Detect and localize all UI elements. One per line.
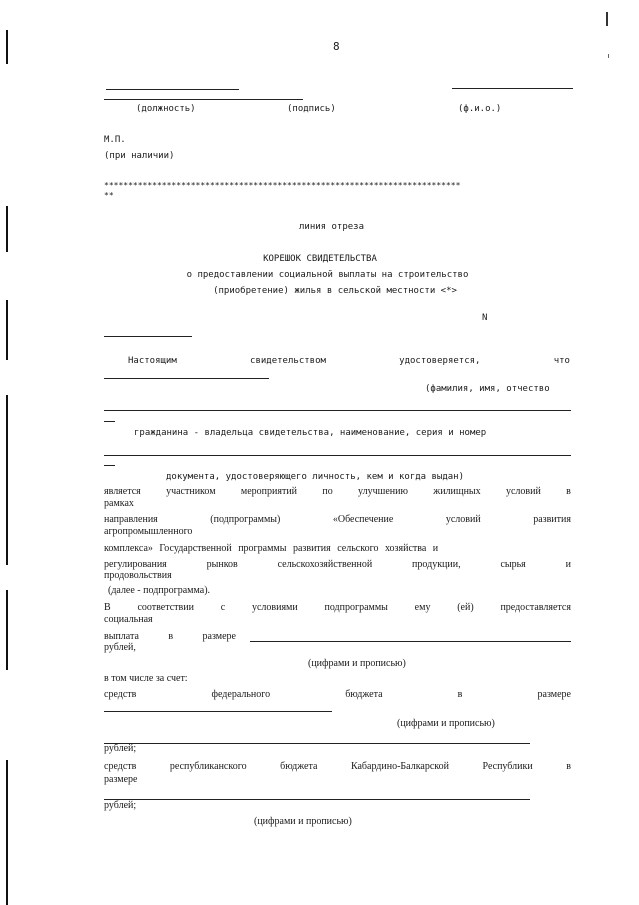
cut-line-label: линия отреза — [299, 222, 365, 232]
word: направления — [104, 514, 158, 525]
word: средств — [104, 761, 137, 772]
word: в — [566, 761, 571, 772]
word: улучшению — [358, 486, 408, 497]
word: в — [566, 486, 571, 497]
star-separator: ************************************************************************** — [104, 181, 461, 190]
certify-word: свидетельством — [250, 356, 326, 366]
word: участником — [166, 486, 216, 497]
word: Кабардино-Балкарской — [350, 761, 449, 772]
word: бюджета — [345, 689, 383, 700]
word: выплата — [104, 631, 139, 642]
amount-line — [104, 711, 332, 712]
binder-mark — [6, 206, 8, 252]
paragraph-line: рамках — [104, 498, 134, 509]
in-words-caption: (цифрами и прописью) — [254, 816, 352, 827]
paragraph-line — [104, 602, 571, 613]
word: подпрограммы — [324, 602, 388, 613]
fill-line — [104, 455, 571, 456]
position-caption: (должность) — [136, 104, 196, 114]
amount-line — [104, 743, 530, 744]
edge-speck — [606, 12, 608, 26]
payment-line — [104, 631, 236, 642]
republic-line — [104, 761, 571, 772]
paragraph-line: (далее - подпрограмма). — [108, 585, 211, 596]
binder-mark — [6, 760, 8, 905]
rubles-word: рублей; — [104, 743, 137, 754]
word: условий — [445, 514, 481, 525]
word: условий — [505, 486, 541, 497]
federal-line — [104, 689, 571, 700]
word: республиканского — [169, 761, 247, 772]
heading-line-3: (приобретение) жилья в сельской местности <*> — [213, 286, 457, 296]
word: ему — [414, 602, 431, 613]
word: В — [104, 602, 111, 613]
word: в — [457, 689, 463, 700]
word: сырья — [500, 559, 526, 570]
number-line — [104, 336, 192, 337]
fill-line-stub — [104, 421, 115, 422]
word: (ей) — [457, 602, 474, 613]
word: условиями — [251, 602, 298, 613]
word: и — [565, 559, 571, 570]
word: жилищных — [433, 486, 481, 497]
word: развития — [533, 514, 571, 525]
word: мероприятий — [240, 486, 298, 497]
amount-line — [104, 799, 530, 800]
edge-speck — [608, 54, 609, 58]
word: с — [220, 602, 226, 613]
binder-mark — [6, 300, 8, 360]
fio-caption: (фамилия, имя, отчество — [425, 384, 550, 394]
certify-line — [128, 356, 570, 366]
paragraph-line: комплекса» Государственной программы развития сельского хозяйства и — [104, 543, 439, 554]
fill-line — [104, 410, 571, 411]
fill-line-stub — [104, 465, 115, 466]
word: соответствии — [137, 602, 194, 613]
paragraph-line — [104, 514, 571, 525]
word: по — [322, 486, 333, 497]
word: сельскохозяйственной — [277, 559, 373, 570]
page-number: 8 — [333, 40, 340, 53]
sign-caption: (подпись) — [287, 104, 336, 114]
binder-mark — [6, 395, 8, 565]
paragraph-line: размере — [104, 774, 138, 785]
seal-mark: М.П. — [104, 135, 126, 145]
binder-mark — [6, 30, 8, 64]
certify-word: Настоящим — [128, 356, 177, 366]
certify-word: что — [553, 356, 570, 366]
number-label: N — [482, 313, 488, 323]
word: федерального — [211, 689, 271, 700]
word: продукции, — [412, 559, 461, 570]
signature-line — [452, 88, 573, 89]
word: размере — [537, 689, 571, 700]
word: (подпрограммы) — [210, 514, 281, 525]
binder-mark — [6, 590, 8, 670]
in-words-caption: (цифрами и прописью) — [397, 718, 495, 729]
word: предоставляется — [500, 602, 571, 613]
citizen-caption: гражданина - владельца свидетельства, наименование, серия и номер — [134, 428, 487, 438]
rubles-word: рублей, — [104, 642, 136, 653]
signature-line — [106, 89, 239, 90]
document-caption: документа, удостоверяющего личность, кем и когда выдан) — [166, 472, 465, 482]
paragraph-line: агропромышленного — [104, 526, 193, 537]
rubles-word: рублей; — [104, 800, 137, 811]
name-caption: (ф.и.о.) — [458, 104, 502, 114]
word: рынков — [206, 559, 238, 570]
in-words-caption: (цифрами и прописью) — [308, 658, 406, 669]
word: является — [104, 486, 141, 497]
word: «Обеспечение — [332, 514, 394, 525]
paragraph-line: продовольствия — [104, 570, 172, 581]
star-separator-tail: ** — [104, 191, 114, 200]
amount-line — [250, 641, 571, 642]
word: размере — [202, 631, 236, 642]
seal-if-any: (при наличии) — [104, 151, 175, 161]
heading-line-2: о предоставлении социальной выплаты на строительство — [186, 270, 469, 280]
word: в — [168, 631, 174, 642]
word: Республики — [482, 761, 533, 772]
paragraph-line — [104, 559, 571, 570]
including-text: в том числе за счет: — [104, 673, 188, 684]
word: бюджета — [280, 761, 318, 772]
certify-word: удостоверяется, — [399, 356, 481, 366]
fio-line — [104, 378, 269, 379]
signature-line — [104, 99, 303, 100]
word: регулирования — [104, 559, 167, 570]
heading-title: КОРЕШОК СВИДЕТЕЛЬСТВА — [263, 254, 377, 264]
paragraph-line: социальная — [104, 614, 153, 625]
paragraph-line — [104, 486, 571, 497]
word: средств — [104, 689, 137, 700]
